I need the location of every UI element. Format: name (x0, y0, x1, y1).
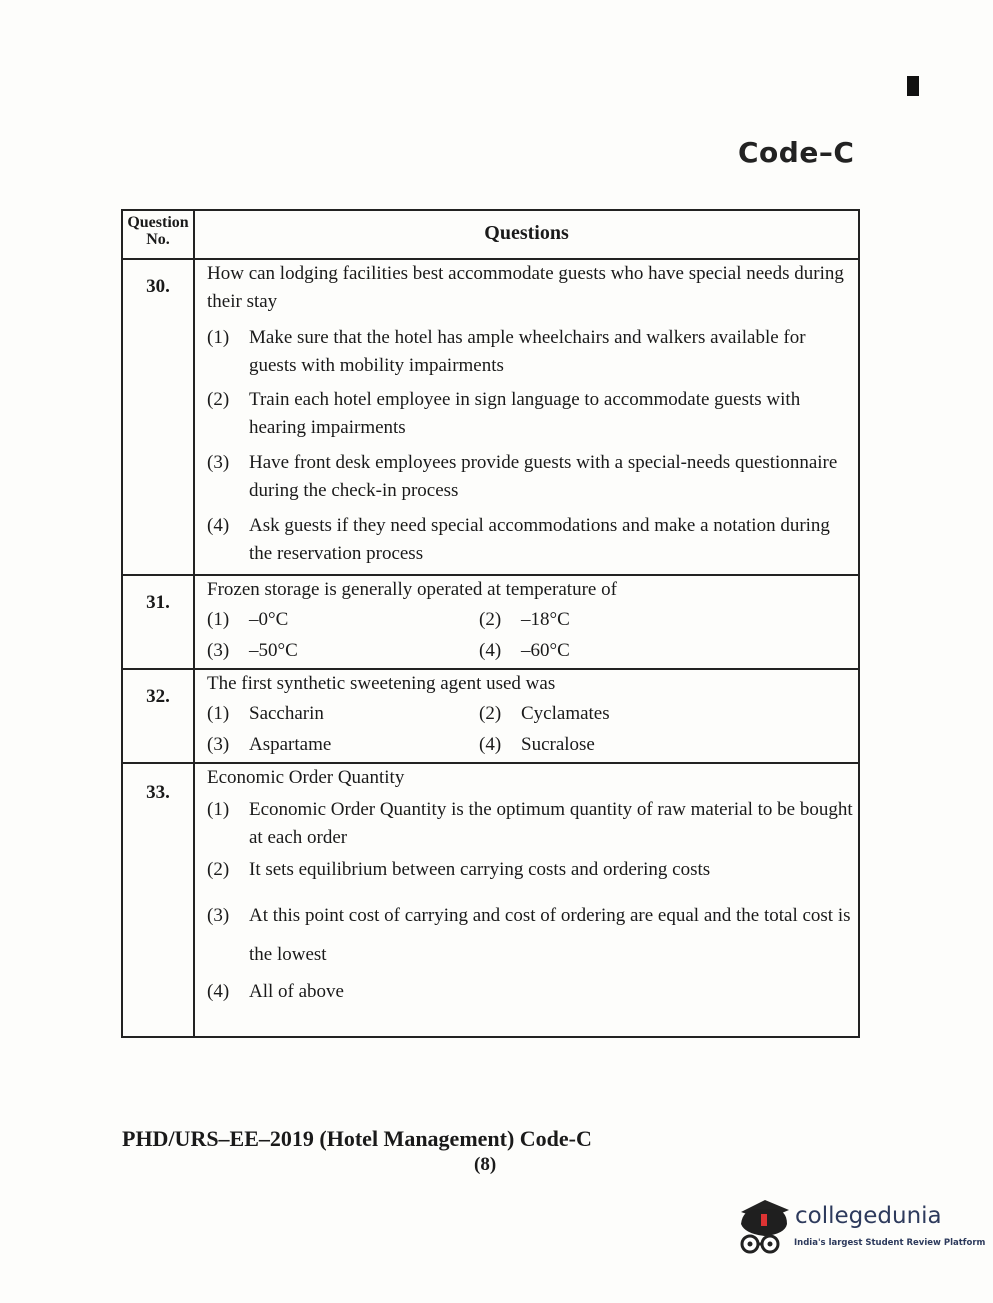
question-number: 31. (122, 575, 194, 669)
option-text: Cyclamates (521, 703, 610, 724)
option-text: Make sure that the hotel has ample wheelchairs and walkers available for guests with mobility impairments (249, 327, 806, 376)
question-text: Frozen storage is generally operated at temperature of (207, 579, 617, 600)
option-number: (2) (207, 859, 230, 880)
column-header-questions: Questions (194, 210, 859, 259)
column-header-question-no: Question No. (122, 210, 194, 259)
option-text: Ask guests if they need special accommodations and make a notation during the reservation process (249, 515, 830, 564)
option-text: Saccharin (249, 703, 324, 724)
question-row-33 (122, 763, 859, 1037)
table-header-row (122, 210, 859, 259)
option-number: (4) (479, 640, 502, 661)
option-text: Aspartame (249, 734, 332, 755)
option (207, 324, 854, 380)
page-number: (8) (474, 1154, 497, 1175)
logo-wordmark: collegedunia (795, 1203, 942, 1229)
option (479, 604, 854, 635)
questions-table (121, 209, 860, 1038)
paper-footer-title: PHD/URS–EE–2019 (Hotel Management) Code-C (122, 1126, 592, 1151)
option-number: (3) (207, 905, 230, 926)
option-number: (1) (207, 609, 230, 630)
option (207, 635, 479, 666)
option-number: (3) (207, 734, 230, 755)
mascot-icon (735, 1198, 793, 1258)
option-text: –18°C (521, 609, 570, 630)
question-text: The first synthetic sweetening agent used was (207, 673, 556, 694)
collegedunia-logo (735, 1198, 986, 1258)
option-text: It sets equilibrium between carrying costs and ordering costs (249, 859, 711, 880)
option-number: (2) (479, 609, 502, 630)
option (207, 978, 854, 1006)
question-text: How can lodging facilities best accommodate guests who have special needs during their stay (207, 263, 844, 312)
option-text: –50°C (249, 640, 298, 661)
option (207, 729, 479, 760)
option-number: (2) (207, 389, 230, 410)
option-number: (3) (207, 452, 230, 473)
option-number: (4) (479, 734, 502, 755)
option-number: (1) (207, 703, 230, 724)
logo-tagline: India's largest Student Review Platform (794, 1238, 986, 1248)
option-text: Have front desk employees provide guests with a special-needs questionnaire during the check-in process (249, 452, 838, 501)
question-number: 30. (122, 259, 194, 575)
question-row-30 (122, 259, 859, 575)
question-number: 32. (122, 669, 194, 763)
option-text: –60°C (521, 640, 570, 661)
option (479, 729, 854, 760)
option-number: (1) (207, 327, 230, 348)
option-text: All of above (249, 981, 344, 1002)
option (207, 604, 479, 635)
option (207, 698, 479, 729)
option (207, 896, 854, 974)
option-number: (4) (207, 515, 230, 536)
question-text: Economic Order Quantity (207, 767, 405, 788)
option (207, 449, 854, 505)
option (207, 512, 854, 568)
option-number: (1) (207, 799, 230, 820)
option (207, 796, 854, 852)
option (479, 698, 854, 729)
option-text: At this point cost of carrying and cost of ordering are equal and the total cost is the lowest (249, 905, 851, 965)
option (479, 635, 854, 666)
question-row-31 (122, 575, 859, 669)
option-number: (4) (207, 981, 230, 1002)
option-text: Train each hotel employee in sign language to accommodate guests with hearing impairments (249, 389, 801, 438)
option-number: (2) (479, 703, 502, 724)
option-number: (3) (207, 640, 230, 661)
paper-code: Code–C (738, 136, 855, 169)
option-text: –0°C (249, 609, 289, 630)
scan-corner-mark (907, 76, 919, 96)
option-text: Economic Order Quantity is the optimum quantity of raw material to be bought at each order (249, 799, 853, 848)
option (207, 856, 854, 884)
question-row-32 (122, 669, 859, 763)
option (207, 386, 854, 442)
question-number: 33. (122, 763, 194, 1037)
option-text: Sucralose (521, 734, 595, 755)
